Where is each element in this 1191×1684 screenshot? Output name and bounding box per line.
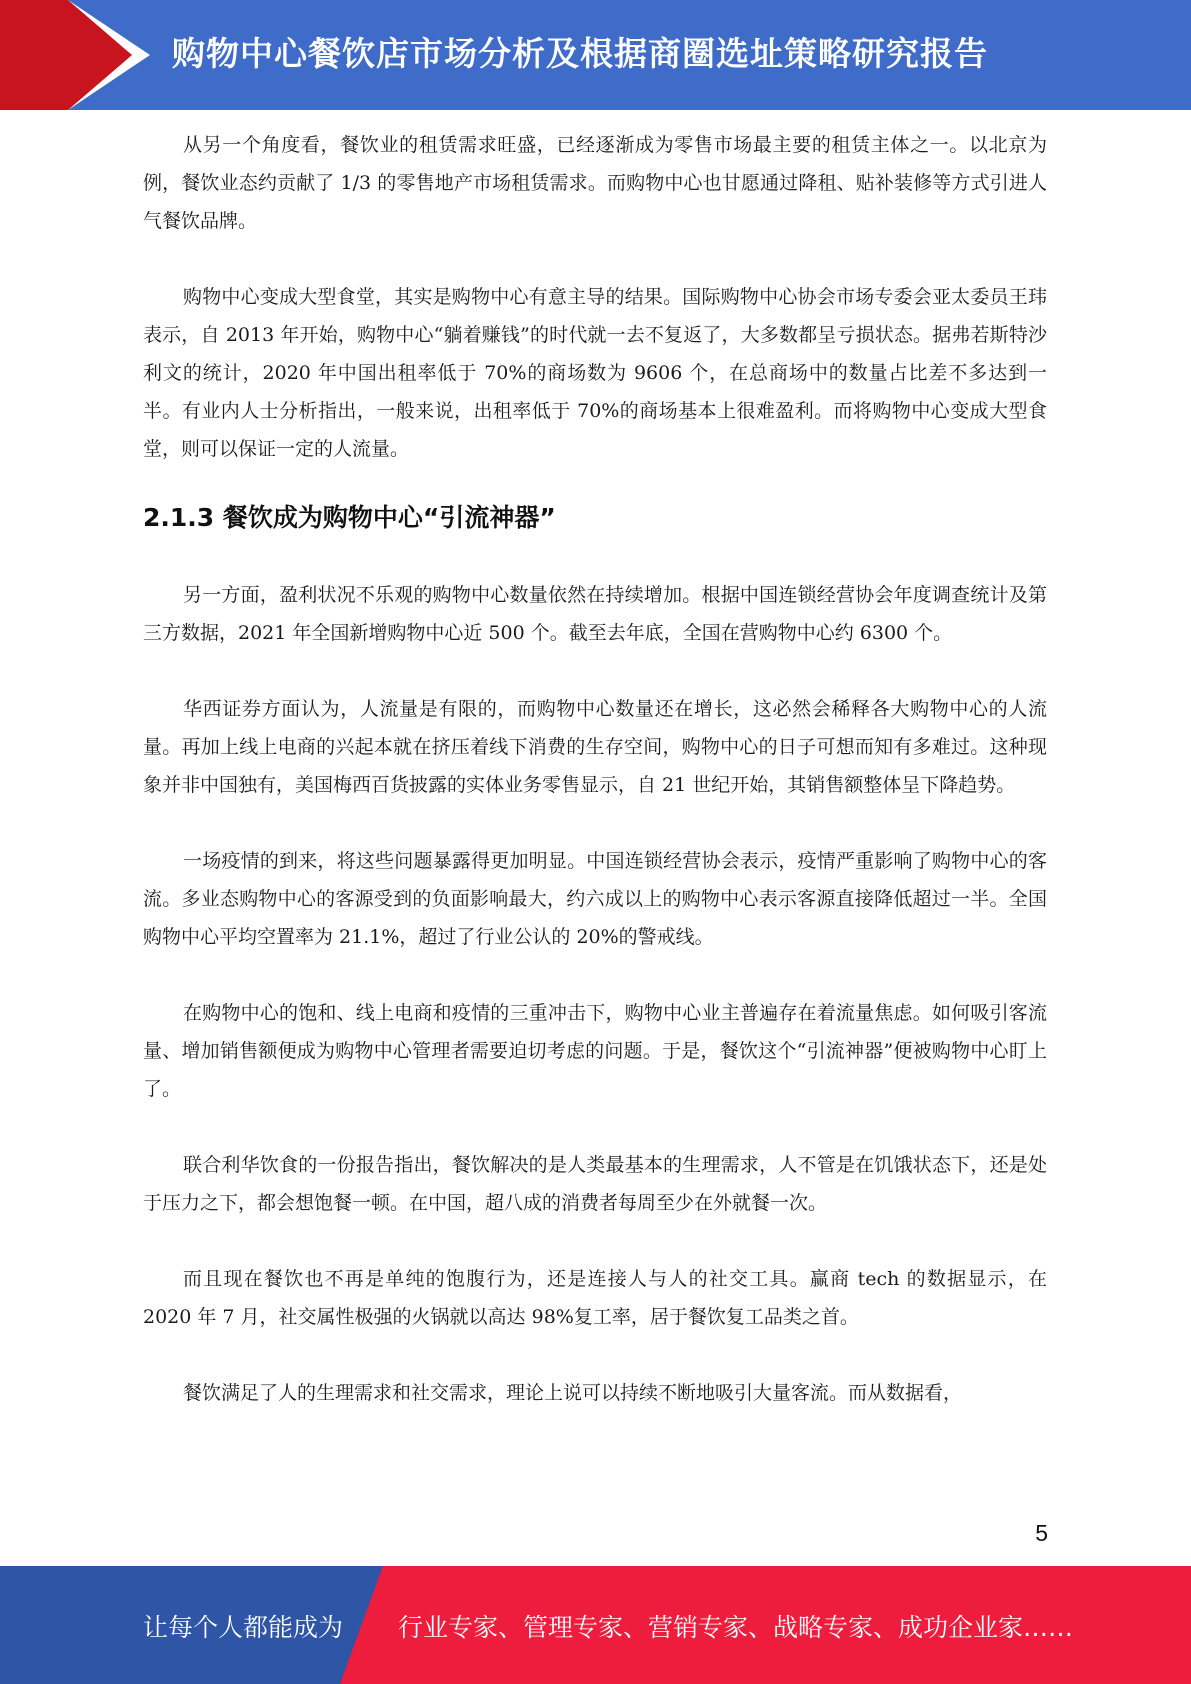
page-number: 5: [1035, 1520, 1048, 1546]
header-red-arrow-tip: [68, 0, 132, 110]
footer-slogan-right: 行业专家、管理专家、营销专家、战略专家、成功企业家……: [398, 1613, 1074, 1642]
paragraph: 联合利华饮食的一份报告指出，餐饮解决的是人类最基本的生理需求，人不管是在饥饿状态下，还是处于压力之下，都会想饱餐一顿。在中国，超八成的消费者每周至少在外就餐一次。: [143, 1154, 1047, 1214]
footer-blue-slant: [340, 1566, 383, 1684]
paragraph: 餐饮满足了人的生理需求和社交需求，理论上说可以持续不断地吸引大量客流。而从数据看，: [183, 1382, 963, 1404]
paragraph: 另一方面，盈利状况不乐观的购物中心数量依然在持续增加。根据中国连锁经营协会年度调查统计及第三方数据，2021 年全国新增购物中心近 500 个。截至去年底，全国在营购物中心约 6300 个。: [143, 584, 1047, 644]
page-footer-banner: [0, 1566, 1191, 1684]
document-body: [143, 126, 1047, 1412]
section-heading: 2.1.3 餐饮成为购物中心“引流神器”: [143, 503, 556, 532]
page-header-banner: [0, 0, 1191, 110]
header-red-block: [0, 0, 68, 110]
paragraph: 在购物中心的饱和、线上电商和疫情的三重冲击下，购物中心业主普遍存在着流量焦虑。如何吸引客流量、增加销售额便成为购物中心管理者需要迫切考虑的问题。于是，餐饮这个“引流神器”便被购物中心盯上了。: [143, 1002, 1047, 1100]
paragraph: 从另一个角度看，餐饮业的租赁需求旺盛，已经逐渐成为零售市场最主要的租赁主体之一。以北京为例，餐饮业态约贡献了 1/3 的零售地产市场租赁需求。而购物中心也甘愿通过降租、贴补装修等方式引进人气餐饮品牌。: [143, 134, 1047, 232]
paragraph: 而且现在餐饮也不再是单纯的饱腹行为，还是连接人与人的社交工具。赢商 tech 的数据显示，在 2020 年 7 月，社交属性极强的火锅就以高达 98%复工率，居于餐饮复工品类之首。: [143, 1268, 1047, 1328]
footer-slogan-left: 让每个人都能成为: [143, 1613, 344, 1642]
paragraph: 一场疫情的到来，将这些问题暴露得更加明显。中国连锁经营协会表示，疫情严重影响了购物中心的客流。多业态购物中心的客源受到的负面影响最大，约六成以上的购物中心表示客源直接降低超过一半。全国购物中心平均空置率为 21.1%，超过了行业公认的 20%的警戒线。: [143, 850, 1047, 948]
report-title: 购物中心餐饮店市场分析及根据商圈选址策略研究报告: [172, 34, 988, 73]
paragraph: 华西证券方面认为，人流量是有限的，而购物中心数量还在增长，这必然会稀释各大购物中心的人流量。再加上线上电商的兴起本就在挤压着线下消费的生存空间，购物中心的日子可想而知有多难过。这种现象并非中国独有，美国梅西百货披露的实体业务零售显示，自 21 世纪开始，其销售额整体呈下降趋势。: [143, 698, 1047, 796]
paragraph: 购物中心变成大型食堂，其实是购物中心有意主导的结果。国际购物中心协会市场专委会亚太委员王玮表示，自 2013 年开始，购物中心“躺着赚钱”的时代就一去不复返了，大多数都呈亏损状态。据弗若斯特沙利文的统计，2020 年中国出租率低于 70%的商场数为 9606 个，在总商场中的数量占比差不多达到一半。有业内人士分析指出，一般来说，出租率低于 70%的商场基本上很难盈利。而将购物中心变成大型食堂，则可以保证一定的人流量。: [143, 286, 1047, 460]
